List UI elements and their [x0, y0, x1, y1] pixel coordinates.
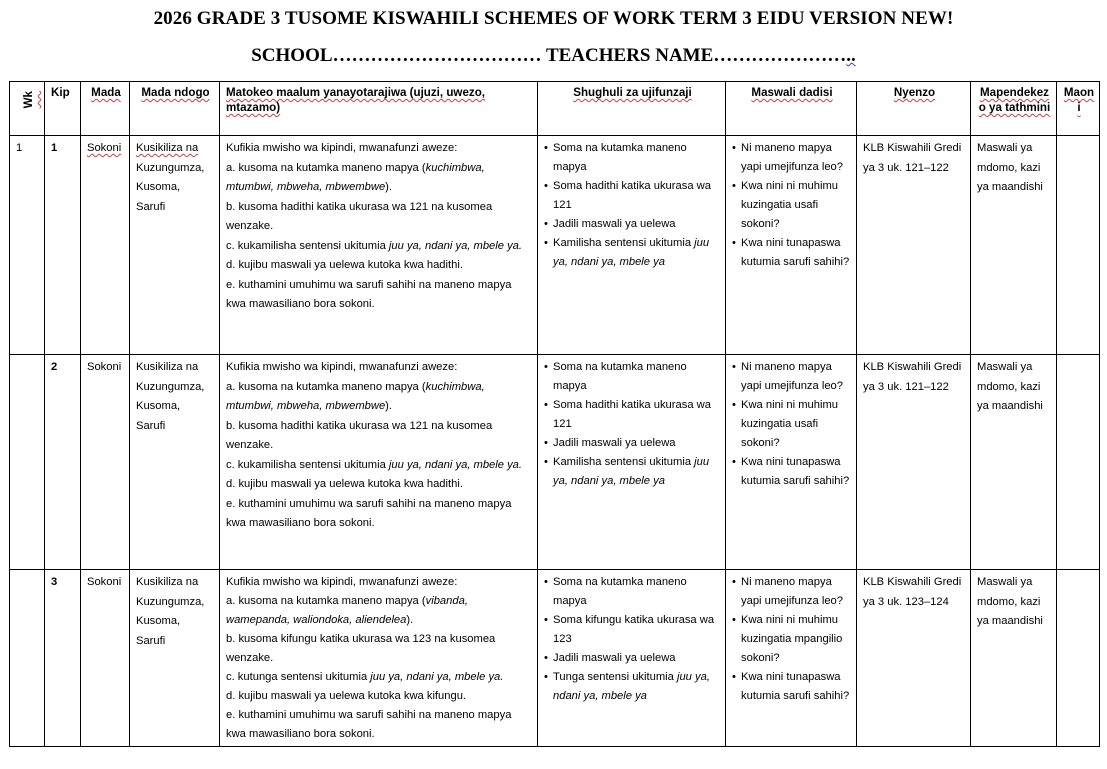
- header-mada: Mada: [81, 82, 130, 136]
- school-label: SCHOOL……………………………: [251, 45, 542, 66]
- cell-mada: Sokoni: [81, 355, 130, 570]
- list-item: • Ni maneno mapya yapi umejifunza leo?: [732, 573, 852, 611]
- cell-matokeo: Kufikia mwisho wa kipindi, mwanafunzi aweze: a. kusoma na kutamka maneno mapya (kuchimbwa, mtumbwi, mbweha, mbwembwe). b. kusoma hadithi katika ukurasa wa 121 na kusomea wenzake. c. kukamilisha sentensi ukitumia juu ya, ndani ya, mbele ya. d. kujibu maswali ya uelewa kutoka kwa hadithi. e. kuthamini umuhimu wa sarufi sahihi na maneno mapya kwa mawasiliano bora sokoni.: [220, 355, 538, 570]
- cell-wk: [10, 355, 45, 570]
- cell-maswali: [726, 570, 857, 747]
- cell-mada: Sokoni: [81, 136, 130, 355]
- list-item: • Jadili maswali ya uelewa: [544, 434, 721, 453]
- cell-tathmini: Maswali ya mdomo, kazi ya maandishi: [971, 355, 1057, 570]
- cell-kip: 3: [45, 570, 81, 747]
- list-item: • Kamilisha sentensi ukitumia juu ya, ndani ya, mbele ya: [544, 453, 721, 491]
- list-item: • Tunga sentensi ukitumia juu ya, ndani ya, mbele ya: [544, 668, 721, 706]
- cell-mada-ndogo: Kusikiliza na Kuzungumza, Kusoma, Sarufi: [130, 570, 220, 747]
- cell-wk: [10, 570, 45, 747]
- list-item: • Ni maneno mapya yapi umejifunza leo?: [732, 139, 852, 177]
- list-item: • Kwa nini ni muhimu kuzingatia usafi sokoni?: [732, 396, 852, 453]
- list-item: • Soma na kutamka maneno mapya: [544, 139, 721, 177]
- list-item: • Soma hadithi katika ukurasa wa 121: [544, 396, 721, 434]
- list-item: • Kamilisha sentensi ukitumia juu ya, ndani ya, mbele ya: [544, 234, 721, 272]
- teacher-label: TEACHERS NAME…………………: [545, 45, 847, 66]
- cell-nyenzo: KLB Kiswahili Gredi ya 3 uk. 121–122: [857, 136, 971, 355]
- cell-mada-ndogo: Kusikiliza na Kuzungumza, Kusoma, Sarufi: [130, 355, 220, 570]
- cell-maswali: [726, 355, 857, 570]
- cell-matokeo: Kufikia mwisho wa kipindi, mwanafunzi aweze: a. kusoma na kutamka maneno mapya (kuchimbwa, mtumbwi, mbweha, mbwembwe). b. kusoma hadithi katika ukurasa wa 121 na kusomea wenzake. c. kukamilisha sentensi ukitumia juu ya, ndani ya, mbele ya. d. kujibu maswali ya uelewa kutoka kwa hadithi. e. kuthamini umuhimu wa sarufi sahihi na maneno mapya kwa mawasiliano bora sokoni.: [220, 136, 538, 355]
- header-kip: Kip: [45, 82, 81, 136]
- cell-maoni: [1057, 570, 1100, 747]
- cell-shughuli: [538, 570, 726, 747]
- header-maoni: Maon i: [1057, 82, 1100, 136]
- cell-wk: 1: [10, 136, 45, 355]
- header-row: [10, 82, 1100, 136]
- list-item: • Soma na kutamka maneno mapya: [544, 358, 721, 396]
- cell-matokeo: Kufikia mwisho wa kipindi, mwanafunzi aweze: a. kusoma na kutamka maneno mapya (vibanda, wamepanda, waliondoka, aliendelea). b. kusoma kifungu katika ukurasa wa 123 na kusomea wenzake. c. kutunga sentensi ukitumia juu ya, ndani ya, mbele ya. d. kujibu maswali ya uelewa kutoka kwa kifungu. e. kuthamini umuhimu wa sarufi sahihi na maneno mapya kwa mawasiliano bora sokoni.: [220, 570, 538, 747]
- cell-mada-ndogo: Kusikiliza na Kuzungumza, Kusoma, Sarufi: [130, 136, 220, 355]
- header-maswali: Maswali dadisi: [726, 82, 857, 136]
- cell-maswali: [726, 136, 857, 355]
- school-teacher-line: [0, 45, 1107, 67]
- cell-shughuli: [538, 355, 726, 570]
- list-item: • Kwa nini tunapaswa kutumia sarufi sahihi?: [732, 668, 852, 706]
- table-row: [10, 570, 1100, 747]
- list-item: • Jadili maswali ya uelewa: [544, 215, 721, 234]
- list-item: • Soma hadithi katika ukurasa wa 121: [544, 177, 721, 215]
- list-item: • Soma na kutamka maneno mapya: [544, 573, 721, 611]
- header-wk: Wk: [10, 82, 45, 136]
- header-mapendekezo: Mapendekez o ya tathmini: [971, 82, 1057, 136]
- cell-maoni: [1057, 355, 1100, 570]
- list-item: • Kwa nini tunapaswa kutumia sarufi sahihi?: [732, 453, 852, 491]
- cell-tathmini: Maswali ya mdomo, kazi ya maandishi: [971, 136, 1057, 355]
- cell-kip: 1: [45, 136, 81, 355]
- list-item: • Soma kifungu katika ukurasa wa 123: [544, 611, 721, 649]
- page-title: 2026 GRADE 3 TUSOME KISWAHILI SCHEMES OF WORK TERM 3 EIDU VERSION NEW!: [153, 8, 954, 29]
- table-row: [10, 355, 1100, 570]
- cell-nyenzo: KLB Kiswahili Gredi ya 3 uk. 121–122: [857, 355, 971, 570]
- list-item: • Kwa nini ni muhimu kuzingatia mpangilio sokoni?: [732, 611, 852, 668]
- list-item: • Ni maneno mapya yapi umejifunza leo?: [732, 358, 852, 396]
- header-matokeo: Matokeo maalum yanayotarajiwa (ujuzi, uwezo, mtazamo): [220, 82, 538, 136]
- scheme-table: [9, 81, 1100, 747]
- cell-tathmini: Maswali ya mdomo, kazi ya maandishi: [971, 570, 1057, 747]
- table-row: [10, 136, 1100, 355]
- header-shughuli: Shughuli za ujifunzaji: [538, 82, 726, 136]
- list-item: • Kwa nini tunapaswa kutumia sarufi sahihi?: [732, 234, 852, 272]
- header-mada-ndogo: Mada ndogo: [130, 82, 220, 136]
- header-nyenzo: Nyenzo: [857, 82, 971, 136]
- teacher-dots-tail: ..: [846, 45, 856, 66]
- cell-kip: 2: [45, 355, 81, 570]
- list-item: • Kwa nini ni muhimu kuzingatia usafi sokoni?: [732, 177, 852, 234]
- cell-nyenzo: KLB Kiswahili Gredi ya 3 uk. 123–124: [857, 570, 971, 747]
- cell-mada: Sokoni: [81, 570, 130, 747]
- cell-shughuli: [538, 136, 726, 355]
- cell-maoni: [1057, 136, 1100, 355]
- list-item: • Jadili maswali ya uelewa: [544, 649, 721, 668]
